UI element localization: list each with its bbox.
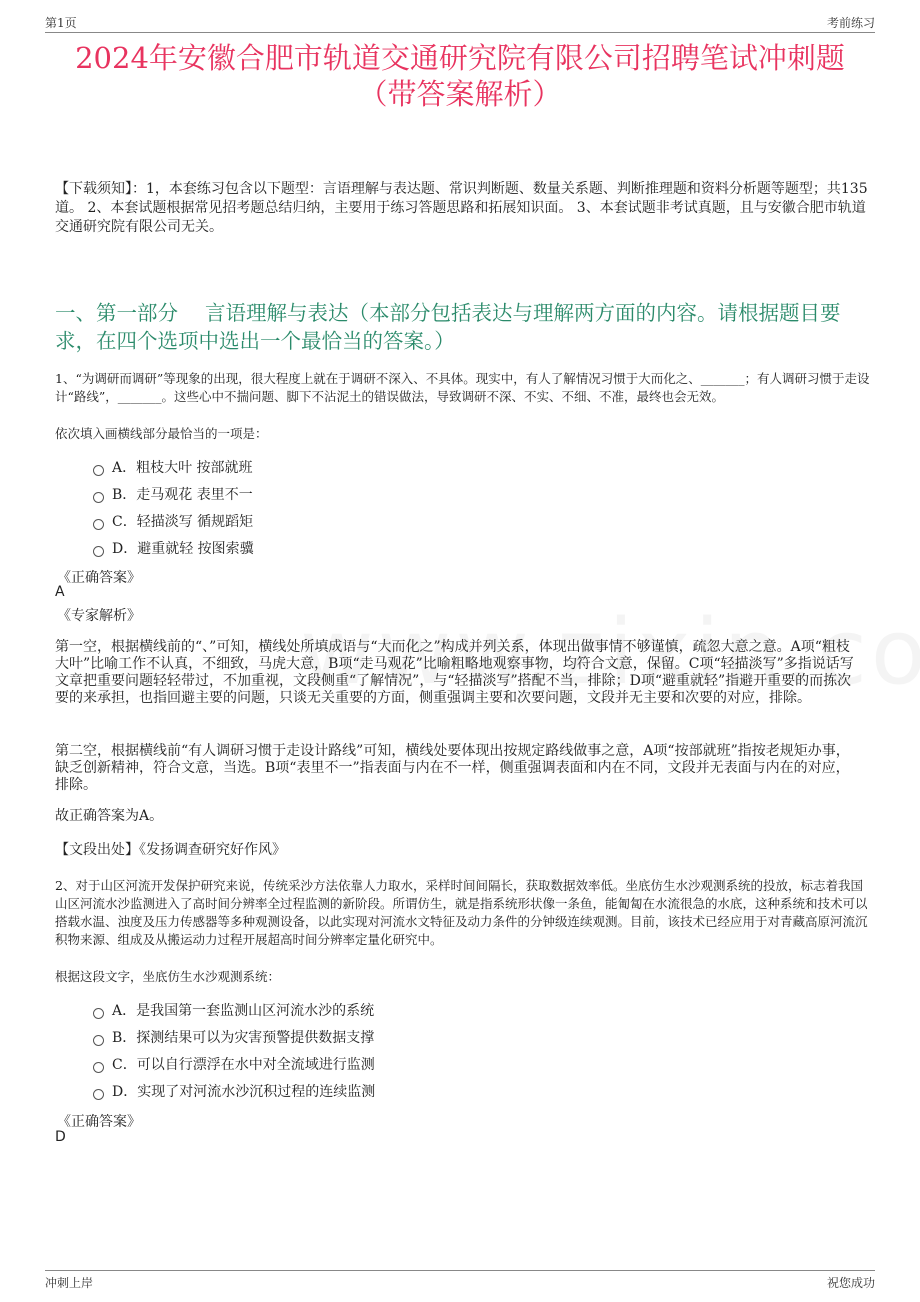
title-line-2: （带答案解析） [358, 77, 562, 111]
question-1-stem: 1、“为调研而调研”等现象的出现，很大程度上就在于调研不深入、不具体。现实中，有人了解情况习惯于大而化之、_______；有人调研习惯于走设计“路线”，_______。这些心中不揣问题、脚下不沾泥土的错误做法，导致调研不深、不实、不细、不准，最终也会无效。 [55, 371, 870, 404]
radio-icon[interactable] [93, 1089, 104, 1100]
footer-right: 祝您成功 [826, 1276, 875, 1290]
title-line-1: 2024年安徽合肥市轨道交通研究院有限公司招聘笔试冲刺题 [75, 41, 845, 75]
option-a-label: A．粗枝大叶 按部就班 [112, 459, 253, 476]
source-note: 【文段出处】《发扬调查研究好作风》 [55, 842, 286, 858]
answer-label: 《正确答案》 [57, 570, 141, 586]
option-c[interactable] [93, 1050, 375, 1077]
question-2-options [93, 996, 375, 1104]
option-c-label: C．轻描淡写 循规蹈矩 [112, 513, 254, 530]
option-b[interactable] [93, 480, 254, 507]
radio-icon[interactable] [93, 465, 104, 476]
option-d[interactable] [93, 534, 254, 561]
radio-icon[interactable] [93, 492, 104, 503]
radio-icon[interactable] [93, 546, 104, 557]
section-heading: 一、第一部分 言语理解与表达（本部分包括表达与理解两方面的内容。请根据题目要求，在四个选项中选出一个最恰当的答案。） [55, 301, 841, 353]
answer-label: 《正确答案》 [57, 1114, 141, 1130]
analysis-paragraph-1: 第一空，根据横线前的“、”可知，横线处所填成语与“大而化之”构成并列关系，体现出做事情不够谨慎，疏忽大意之意。A项“粗枝大叶”比喻工作不认真，不细致，马虎大意，B项“走马观花”比喻粗略地观察事物，均符合文意，保留。C项“轻描淡写”多指说话写文章把重要问题轻轻带过，不加重视，文段侧重“了解情况”，与“轻描淡写”搭配不当，排除；D项“避重就轻”指避开重要的而拣次要的来承担，也指回避主要的问题，只谈无关重要的方面，侧重强调主要和次要问题，文段并无主要和次要的对应，排除。 [55, 639, 854, 706]
radio-icon[interactable] [93, 1035, 104, 1046]
analysis-conclusion: 故正确答案为A。 [55, 808, 164, 824]
option-d-label: D．避重就轻 按图索骥 [112, 540, 254, 557]
answer-value: A [55, 584, 65, 600]
question-2-stem: 2、对于山区河流开发保护研究来说，传统采沙方法依靠人力取水，采样时间间隔长，获取数据效率低。坐底仿生水沙观测系统的投放，标志着我国山区河流水沙监测进入了高时间分辨率全过程监测的新阶段。所谓仿生，就是指系统形状像一条鱼，能匍匐在水流很急的水底，这种系统和技术可以搭载水温、浊度及压力传感器等多种观测设备，以此实现对河流水文特征及动力条件的分钟级连续观测。目前，该技术已经应用于对青藏高原河流沉积物来源、组成及从搬运动力过程开展超高时间分辨率定量化研究中。 [55, 878, 868, 947]
option-d[interactable] [93, 1077, 375, 1104]
page-footer [45, 1270, 875, 1295]
answer-value: D [55, 1129, 66, 1145]
option-c-label: C．可以自行漂浮在水中对全流域进行监测 [112, 1056, 375, 1073]
option-c[interactable] [93, 507, 254, 534]
question-1-prompt: 依次填入画横线部分最恰当的一项是： [55, 426, 268, 441]
analysis-label: 《专家解析》 [57, 608, 141, 624]
analysis-paragraph-2: 第二空，根据横线前“有人调研习惯于走设计路线”可知，横线处要体现出按规定路线做事之意，A项“按部就班”指按老规矩办事，缺乏创新精神，符合文意，当选。B项“表里不一”指表面与内在不一样，侧重强调表面和内在不同，文段并无表面与内在的对应，排除。 [55, 743, 850, 793]
document-title [50, 40, 870, 112]
option-b-label: B．走马观花 表里不一 [112, 486, 253, 503]
question-1-options [93, 453, 254, 561]
radio-icon[interactable] [93, 1008, 104, 1019]
option-a[interactable] [93, 996, 375, 1023]
option-b[interactable] [93, 1023, 375, 1050]
radio-icon[interactable] [93, 1062, 104, 1073]
option-b-label: B．探测结果可以为灾害预警提供数据支撑 [112, 1029, 375, 1046]
page-number: 第1页 [45, 16, 77, 30]
radio-icon[interactable] [93, 519, 104, 530]
page-header [45, 10, 875, 33]
question-2-prompt: 根据这段文字，坐底仿生水沙观测系统： [55, 969, 281, 984]
option-d-label: D．实现了对河流水沙沉积过程的连续监测 [112, 1083, 376, 1100]
header-tag: 考前练习 [826, 16, 875, 30]
option-a[interactable] [93, 453, 254, 480]
footer-left: 冲刺上岸 [45, 1276, 94, 1290]
option-a-label: A．是我国第一套监测山区河流水沙的系统 [112, 1002, 375, 1019]
download-notice: 【下载须知】：1，本套练习包含以下题型：言语理解与表达题、常识判断题、数量关系题、判断推理题和资料分析题等题型；共135道。 2、本套试题根据常见招考题总结归纳，主要用于练习答题思路和拓展知识面。 3、本套试题非考试真题，且与安徽合肥市轨道交通研究院有限公司无关。 [55, 181, 868, 235]
